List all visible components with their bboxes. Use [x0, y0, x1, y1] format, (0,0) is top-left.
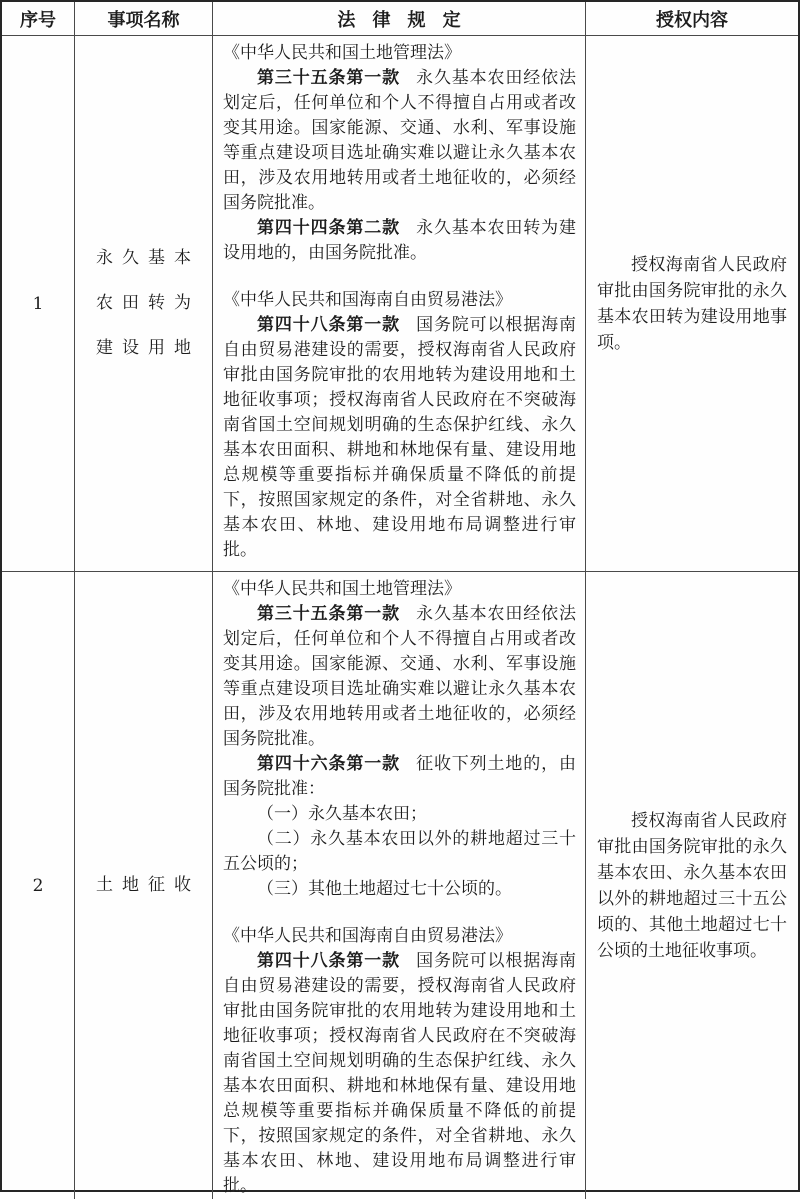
- clause-text: 永久基本农田经依法划定后，任何单位和个人不得擅自占用或者改变其用途。国家能源、交通、水利、军事设施等重点建设项目选址确实难以避让永久基本农田，涉及农用地转用或者土地征收的，必须经国务院批准。: [223, 68, 577, 213]
- item-name-line: 永久基本: [96, 248, 200, 268]
- law-clause: [223, 313, 576, 563]
- paragraph-spacer: [223, 266, 576, 288]
- row-authorization: [586, 36, 798, 571]
- row-seq-number: 1: [2, 36, 75, 571]
- clause-number: 第四十四条第二款: [257, 218, 400, 238]
- clause-text: 永久基本农田转为建设用地的，由国务院批准。: [223, 218, 577, 263]
- item-name-line: 农田转为: [96, 293, 200, 313]
- table-row: [2, 572, 798, 1199]
- item-name-line: 土地征收: [96, 875, 200, 895]
- row-item-name: [75, 572, 213, 1199]
- law-list-item: （一）永久基本农田；: [257, 804, 427, 824]
- law-clause: [223, 602, 576, 752]
- law-clause: [223, 216, 576, 266]
- table-body: [2, 36, 798, 1199]
- clause-number: 第三十五条第一款: [257, 604, 400, 624]
- law-list-item: （三）其他土地超过七十公顷的。: [257, 879, 512, 899]
- header-cell-item-name: 事项名称: [75, 2, 213, 35]
- law-title: 《中华人民共和国海南自由贸易港法》: [223, 926, 512, 946]
- law-clause: [223, 66, 576, 216]
- header-cell-authorization: 授权内容: [656, 9, 728, 31]
- paragraph-spacer: [223, 902, 576, 924]
- clause-text: 永久基本农田经依法划定后，任何单位和个人不得擅自占用或者改变其用途。国家能源、交通、水利、军事设施等重点建设项目选址确实难以避让永久基本农田，涉及农用地转用或者土地征收的，必须经国务院批准。: [223, 604, 577, 749]
- header-cell-seq: 序号: [2, 2, 75, 35]
- clause-number: 第四十八条第一款: [257, 951, 400, 971]
- row-law-provisions: [213, 36, 586, 571]
- clause-text: 国务院可以根据海南自由贸易港建设的需要，授权海南省人民政府审批由国务院审批的农用地转为建设用地和土地征收事项；授权海南省人民政府在不突破海南省国土空间规划明确的生态保护红线、永久基本农田面积、耕地和林地保有量、建设用地总规模等重要指标并确保质量不降低的前提下，按照国家规定的条件，对全省耕地、永久基本农田、林地、建设用地布局调整进行审批。: [223, 951, 577, 1196]
- row-seq-number: 2: [2, 572, 75, 1199]
- law-clause: [223, 752, 576, 802]
- item-name-line: 建设用地: [96, 338, 200, 358]
- table-header-row: [2, 2, 798, 36]
- header-cell-law-provisions: 法律规定: [213, 2, 586, 35]
- law-title: 《中华人民共和国土地管理法》: [223, 579, 461, 599]
- table-row: [2, 36, 798, 572]
- row-authorization: [586, 572, 798, 1199]
- clause-number: 第三十五条第一款: [257, 68, 400, 88]
- row-item-name: [75, 36, 213, 571]
- law-clause: [223, 949, 576, 1199]
- law-title: 《中华人民共和国海南自由贸易港法》: [223, 290, 512, 310]
- row-law-provisions: [213, 572, 586, 1199]
- authorization-text: 授权海南省人民政府审批由国务院审批的永久基本农田转为建设用地事项。: [597, 254, 787, 353]
- clause-number: 第四十六条第一款: [257, 754, 400, 774]
- authorization-text: 授权海南省人民政府审批由国务院审批的永久基本农田、永久基本农田以外的耕地超过三十五公顷的、其他土地超过七十公顷的土地征收事项。: [597, 810, 787, 961]
- clause-number: 第四十八条第一款: [257, 315, 400, 335]
- clause-text: 征收下列土地的，由国务院批准：: [223, 754, 577, 799]
- law-title: 《中华人民共和国土地管理法》: [223, 43, 461, 63]
- law-list-item: （二）永久基本农田以外的耕地超过三十五公顷的；: [223, 829, 576, 874]
- clause-text: 国务院可以根据海南自由贸易港建设的需要，授权海南省人民政府审批由国务院审批的农用地转为建设用地和土地征收事项；授权海南省人民政府在不突破海南省国土空间规划明确的生态保护红线、永久基本农田面积、耕地和林地保有量、建设用地总规模等重要指标并确保质量不降低的前提下，按照国家规定的条件，对全省耕地、永久基本农田、林地、建设用地布局调整进行审批。: [223, 315, 577, 560]
